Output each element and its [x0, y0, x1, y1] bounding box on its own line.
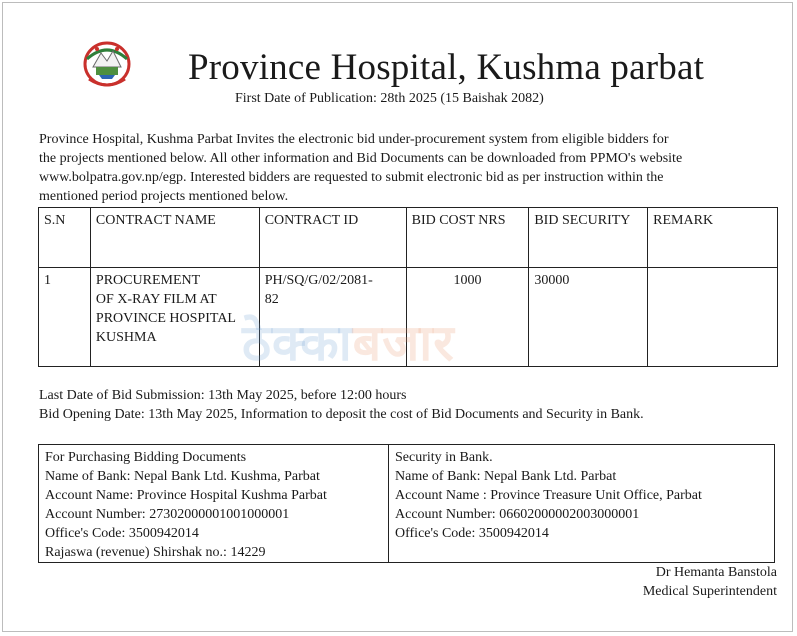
signatory-name: Dr Hemanta Banstola	[655, 565, 777, 580]
security-bank-name: Name of Bank: Nepal Bank Ltd. Parbat	[395, 469, 617, 484]
intro-line: the projects mentioned below. All other information and Bid Documents can be downloaded from PPMO's website	[39, 151, 683, 166]
header-contract-name: CONTRACT NAME	[90, 208, 259, 268]
bid-dates	[39, 386, 644, 424]
cell-remark	[648, 268, 778, 367]
header-remark: REMARK	[648, 208, 778, 268]
intro-paragraph	[39, 130, 779, 206]
cell-bid-security: 30000	[529, 268, 648, 367]
contract-name-line: OF X-RAY FILM AT	[95, 292, 217, 307]
watermark-part1: ठेक्का	[242, 314, 353, 372]
header-bid-security: BID SECURITY	[529, 208, 648, 268]
bid-opening-date: Bid Opening Date: 13th May 2025, Information to deposit the cost of Bid Documents and Security in Bank.	[39, 407, 644, 422]
cell-bid-cost: 1000	[406, 268, 529, 367]
cell-contract-id	[259, 268, 406, 367]
contract-id-line: PH/SQ/G/02/2081-	[264, 273, 373, 288]
intro-line: Province Hospital, Kushma Parbat Invites the electronic bid under-procurement system from eligible bidders for	[39, 132, 669, 147]
security-account-number: Account Number: 06602000002003000001	[395, 507, 640, 522]
hospital-title: Province Hospital, Kushma parbat	[188, 47, 705, 88]
header-contract-id: CONTRACT ID	[259, 208, 406, 268]
contract-id-line: 82	[264, 292, 279, 307]
header-sn: S.N	[39, 208, 91, 268]
bid-table	[38, 207, 778, 367]
last-submission-date: Last Date of Bid Submission: 13th May 2025, before 12:00 hours	[39, 388, 407, 403]
signatory-designation: Medical Superintendent	[642, 584, 777, 599]
security-account-name: Account Name : Province Treasure Unit Office, Parbat	[395, 488, 702, 503]
table-row	[39, 268, 778, 367]
contract-name-line: PROCUREMENT	[95, 273, 201, 288]
security-office-code: Office's Code: 3500942014	[395, 526, 549, 541]
purchase-revenue-code: Rajaswa (revenue) Shirshak no.: 14229	[45, 545, 266, 560]
nepal-emblem-icon	[79, 37, 135, 89]
signature-block	[643, 563, 777, 601]
publication-date: First Date of Publication: 28th 2025 (15 Baishak 2082)	[235, 91, 544, 106]
purchase-bank-details	[39, 445, 389, 562]
bid-table-header	[39, 208, 778, 268]
bank-details-box	[38, 444, 775, 563]
purchase-office-code: Office's Code: 3500942014	[45, 526, 199, 541]
purchase-bank-name: Name of Bank: Nepal Bank Ltd. Kushma, Parbat	[45, 469, 320, 484]
watermark-part2: बजार	[352, 314, 455, 372]
purchase-account-number: Account Number: 27302000001001000001	[45, 507, 290, 522]
security-heading: Security in Bank.	[395, 450, 493, 465]
contract-name-line: PROVINCE HOSPITAL	[95, 311, 236, 326]
header-bid-cost: BID COST NRS	[406, 208, 529, 268]
security-bank-details	[389, 445, 774, 562]
cell-sn: 1	[39, 268, 91, 367]
intro-line: mentioned period projects mentioned below.	[39, 189, 289, 204]
intro-line: www.bolpatra.gov.np/egp. Interested bidders are requested to submit electronic bid as per instruction within the	[39, 170, 664, 185]
purchase-heading: For Purchasing Bidding Documents	[45, 450, 247, 465]
cell-contract-name	[90, 268, 259, 367]
purchase-account-name: Account Name: Province Hospital Kushma Parbat	[45, 488, 327, 503]
contract-name-line: KUSHMA	[95, 330, 157, 345]
